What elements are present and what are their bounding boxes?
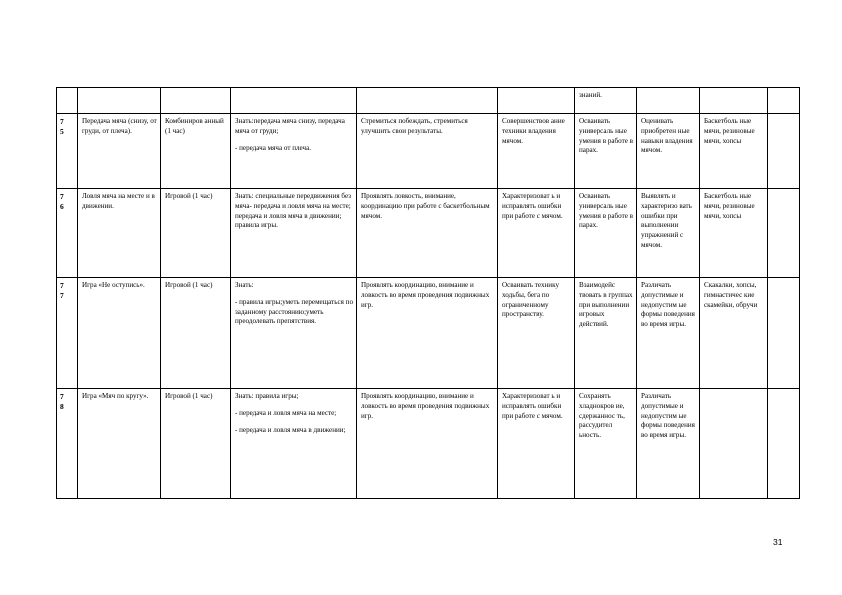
cell-text: Взаимодейс твовать в группах при выполнении игровых действий. <box>579 281 633 329</box>
table-cell <box>498 114 575 189</box>
table-cell <box>498 88 575 114</box>
table-cell <box>161 278 231 389</box>
table-cell <box>637 278 700 389</box>
table-cell <box>231 278 357 389</box>
cell-text: Передача мяча (снизу, от груди, от плеча). <box>82 117 157 135</box>
table-cell <box>768 114 800 189</box>
table-cell <box>161 389 231 499</box>
cell-paragraph: - передача и ловля мяча на месте; <box>235 408 337 417</box>
cell-paragraph: - передача и ловля мяча в движении; <box>235 425 346 434</box>
table-cell <box>231 389 357 499</box>
table-cell <box>575 389 637 499</box>
table-row <box>57 389 800 499</box>
table-cell <box>231 114 357 189</box>
cell-paragraph: Знать: <box>235 281 254 289</box>
table-cell <box>357 189 498 278</box>
page-number: 31 <box>773 537 783 547</box>
cell-paragraph: Знать:передача мяча снизу, передача мяча от груди; <box>235 117 345 135</box>
cell-text: Осваивать универсаль ные умения в работе в парах. <box>579 192 633 230</box>
cell-paragraph: Знать: правила игры; <box>235 392 299 400</box>
cell-text: Характеризоват ь и исправлять ошибки при работе с мячом. <box>502 392 563 420</box>
lesson-number-cell: 7 7 <box>57 278 78 389</box>
cell-text: Баскетболь ные мячи, резиновые мячи, хопсы <box>704 117 755 145</box>
cell-text: Осваивать универсаль ные умения в работе в парах. <box>579 117 633 155</box>
table-cell <box>575 189 637 278</box>
lesson-number-cell: 7 5 <box>57 114 78 189</box>
table-cell <box>575 114 637 189</box>
cell-text: Совершенствов ание техники владения мячом. <box>502 117 565 145</box>
table-cell <box>575 278 637 389</box>
cell-text: Различать допустимые и недопустим ые формы поведения во время игры. <box>641 281 695 329</box>
table-cell <box>357 389 498 499</box>
table-cell <box>498 389 575 499</box>
cell-text: Игровой (1 час) <box>165 192 213 200</box>
cell-text: Характеризоват ь и исправлять ошибки при работе с мячом. <box>502 192 563 220</box>
table-cell <box>498 189 575 278</box>
cell-text: Игровой (1 час) <box>165 281 213 289</box>
lesson-plan-table <box>56 87 800 499</box>
table-cell <box>700 114 768 189</box>
table-cell <box>700 389 768 499</box>
cell-text: Осваивать технику ходьбы, бега по ограниченному пространству. <box>502 281 559 319</box>
cell-text: Знать: специальные передвижения без мяча- передача и ловля мяча на месте; передача и ловля мяча в движении; правила игры. <box>235 192 351 230</box>
cell-text: Игра «Мяч по кругу». <box>82 392 149 400</box>
table-row <box>57 189 800 278</box>
table-cell <box>357 114 498 189</box>
cell-paragraph: - правила игры;уметь перемещаться по заданному расстоянию;уметь преодолевать препятствия. <box>235 297 353 326</box>
table-cell <box>637 189 700 278</box>
table-cell <box>768 389 800 499</box>
table-cell <box>768 189 800 278</box>
table-cell <box>78 389 161 499</box>
table-cell <box>357 88 498 114</box>
cell-text: знаний. <box>579 91 602 99</box>
table-cell <box>161 114 231 189</box>
cell-text: Ловля мяча на месте и в движении. <box>82 192 155 210</box>
lesson-number-cell <box>57 88 78 114</box>
table-cell <box>161 88 231 114</box>
cell-text: Сохранять хладнокров ие, сдержаннос ть, рассудител ьность. <box>579 392 625 440</box>
cell-text: Игровой (1 час) <box>165 392 213 400</box>
table-cell <box>78 189 161 278</box>
cell-text: Оценивать приобретен ные навыки владения мячом. <box>641 117 693 155</box>
cell-text: Игра «Не оступись». <box>82 281 145 289</box>
lesson-number-cell: 7 6 <box>57 189 78 278</box>
table-cell <box>637 389 700 499</box>
table-cell <box>700 278 768 389</box>
table-row <box>57 88 800 114</box>
table-cell <box>161 189 231 278</box>
table-cell <box>637 114 700 189</box>
table-cell <box>78 114 161 189</box>
cell-paragraph: - передача мяча от плеча. <box>235 143 312 152</box>
table-cell <box>768 278 800 389</box>
table-cell <box>78 88 161 114</box>
table-cell <box>575 88 637 114</box>
cell-text: Различать допустимые и недопустим ые формы поведения во время игры. <box>641 392 695 440</box>
table-cell <box>768 88 800 114</box>
lesson-number-cell: 7 8 <box>57 389 78 499</box>
cell-text: Баскетболь ные мячи, резиновые мячи, хопсы <box>704 192 755 220</box>
cell-text: Комбиниров анный (1 час) <box>165 117 224 135</box>
table-cell <box>231 88 357 114</box>
cell-text: Стремиться побеждать, стремиться улучшить свои результаты. <box>361 117 468 135</box>
cell-text: Проявлять координацию, внимание и ловкость во время проведения подвижных игр. <box>361 281 490 309</box>
cell-text: Скакалки, хопсы, гимнастичес кие скамейки, обручи <box>704 281 758 309</box>
table-cell <box>231 189 357 278</box>
cell-text: Проявлять ловкость, внимание, координацию при работе с баскетбольным мячом. <box>361 192 490 220</box>
cell-text: Проявлять координацию, внимание и ловкость во время проведения подвижных игр. <box>361 392 490 420</box>
table-cell <box>700 88 768 114</box>
table-cell <box>357 278 498 389</box>
table-cell <box>498 278 575 389</box>
table-cell <box>78 278 161 389</box>
table-row <box>57 114 800 189</box>
cell-text: Выявлять и характеризо вать ошибки при выполнении упражнений с мячом. <box>641 192 692 249</box>
table-cell <box>700 189 768 278</box>
table-cell <box>637 88 700 114</box>
table-row <box>57 278 800 389</box>
